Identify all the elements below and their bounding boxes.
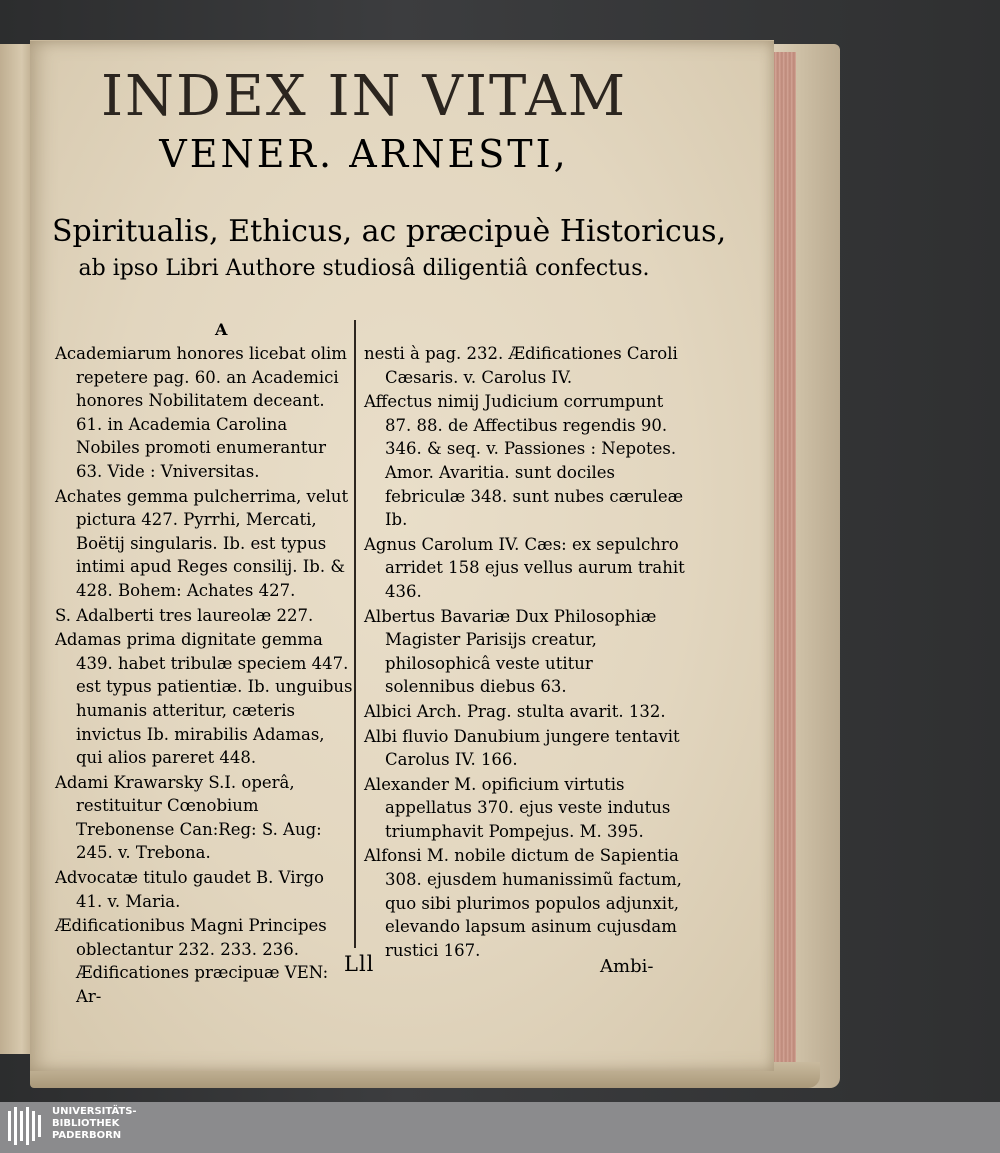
index-entry: Adamas prima dignitate gemma 439. habet tribulæ speciem 447. est typus patientiæ. Ib. unguibus humanis atteritur, cæteris invictus Ib. mirabilis Adamas, qui alios pareret 448.: [55, 630, 353, 768]
library-name-line1: UNIVERSITÄTS-: [52, 1106, 137, 1117]
library-footer-bar: [0, 1102, 1000, 1153]
index-entry: Alfonsi M. nobile dictum de Sapientia 308. ejusdem humanissimũ factum, quo sibi plurimos populos adjunxit, elevando lapsum asinum cujusdam rustici 167.: [364, 846, 682, 960]
library-name-line2: BIBLIOTHEK: [52, 1118, 120, 1129]
library-name-line3: PADERBORN: [52, 1130, 122, 1141]
library-name: [52, 1106, 137, 1142]
catchword: Ambi-: [600, 956, 654, 977]
index-entry: Advocatæ titulo gaudet B. Virgo 41. v. Maria.: [55, 868, 324, 911]
index-title: INDEX IN VITAM: [100, 64, 628, 129]
index-entry: nesti à pag. 232. Ædificationes Caroli Cæsaris. v. Carolus IV.: [364, 344, 678, 387]
red-page-edge: [772, 52, 796, 1064]
signature-mark: Lll: [344, 952, 375, 976]
library-logo-icon: [6, 1105, 46, 1149]
index-entry: Albici Arch. Prag. stulta avarit. 132.: [364, 701, 666, 721]
index-entry: Alexander M. opificium virtutis appellatus 370. ejus veste indutus triumphavit Pompejus. M. 395.: [364, 774, 671, 841]
index-entry: Albi fluvio Danubium jungere tentavit Carolus IV. 166.: [364, 726, 680, 770]
index-entry: Affectus nimij Judicium corrumpunt 87. 88. de Affectibus regendis 90. 346. & seq. v. Passiones : Nepotes. Amor. Avaritia. sunt dociles febriculæ 348. sunt nubes cæruleæ Ib.: [364, 392, 684, 530]
index-entry: Albertus Bavariæ Dux Philosophiæ Magister Parisijs creatur, philosophicâ veste utitur solennibus diebus 63.: [364, 606, 657, 697]
right-column: [364, 342, 686, 963]
index-entry: Agnus Carolum IV. Cæs: ex sepulchro arridet 158 ejus vellus aurum trahit 436.: [364, 534, 685, 601]
index-entry: Adami Krawarsky S.I. operâ, restituitur Cœnobium Trebonense Can:Reg: S. Aug: 245. v. Trebona.: [55, 772, 322, 863]
index-entry: Academiarum honores licebat olim repetere pag. 60. an Academici honores Nobilitatem deceant. 61. in Academia Carolina Nobiles promoti enumerantur 63. Vide : Vniversitas.: [55, 344, 347, 481]
left-column: [55, 342, 355, 1010]
index-author-note: ab ipso Libri Authore studiosâ diligentiâ confectus.: [78, 256, 650, 281]
index-entry: S. Adalberti tres laureolæ 227.: [55, 605, 314, 625]
index-entry: Ædificationibus Magni Principes oblectantur 232. 233. 236. Ædificationes præcipuæ VEN: Ar-: [55, 916, 329, 1007]
index-entry: Achates gemma pulcherrima, velut pictura 427. Pyrrhi, Mercati, Boëtij singularis. Ib. est typus intimi apud Reges consilij. Ib. & 428. Bohem: Achates 427.: [55, 486, 349, 600]
section-letter: A: [215, 320, 228, 339]
index-subtitle: VENER. ARNESTI,: [159, 132, 569, 176]
index-description: Spiritualis, Ethicus, ac præcipuè Historicus,: [52, 214, 727, 249]
